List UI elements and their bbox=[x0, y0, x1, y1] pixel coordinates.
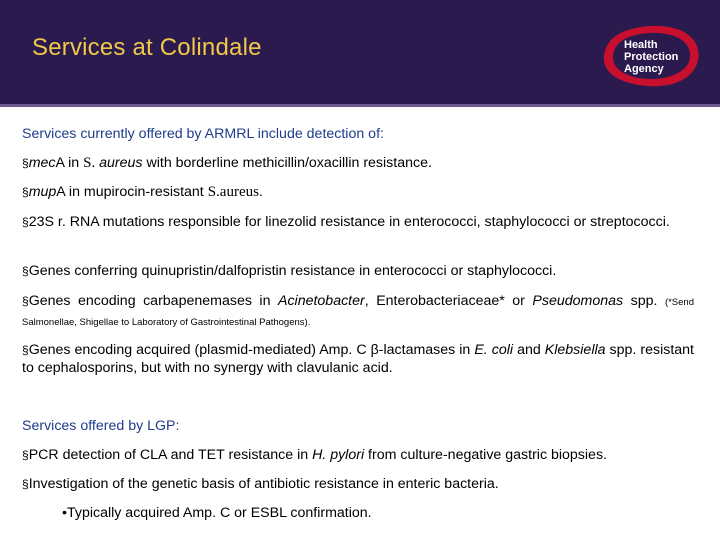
list-item: §Genes encoding carbapenemases in Acinetobacter, Enterobacteriaceae* or Pseudomonas spp. (*Send Salmonellae, Shigellae to Laboratory of Gastrointestinal Pathogens). bbox=[22, 293, 694, 328]
bullet-glyph: § bbox=[22, 264, 29, 278]
bullet-glyph: § bbox=[22, 156, 29, 170]
bullet-glyph: § bbox=[22, 294, 29, 308]
sub-list-item: •Typically acquired Amp. C or ESBL confirmation. bbox=[62, 505, 372, 521]
slide-header bbox=[0, 0, 720, 107]
bullet-glyph: § bbox=[22, 343, 29, 357]
list-item: §PCR detection of CLA and TET resistance in H. pylori from culture-negative gastric biopsies. bbox=[22, 447, 607, 463]
bullet-glyph: § bbox=[22, 215, 29, 229]
list-item: §Genes conferring quinupristin/dalfopristin resistance in enterococci or staphylococci. bbox=[22, 263, 557, 279]
logo-line-1: Health bbox=[624, 39, 658, 51]
sub-bullet-glyph: • bbox=[62, 505, 67, 521]
armrl-heading: Services currently offered by ARMRL include detection of: bbox=[22, 126, 384, 142]
bullet-glyph: § bbox=[22, 477, 29, 491]
page-title: Services at Colindale bbox=[32, 34, 262, 61]
list-item: §mecA in S. aureus with borderline methicillin/oxacillin resistance. bbox=[22, 155, 432, 171]
logo-line-3: Agency bbox=[624, 63, 664, 75]
footnote: (*Send Salmonellae, Shigellae to Laboratory of Gastrointestinal Pathogens). bbox=[22, 297, 694, 328]
bullet-glyph: § bbox=[22, 448, 29, 462]
bullet-glyph: § bbox=[22, 185, 29, 199]
health-protection-agency-logo bbox=[598, 22, 702, 90]
list-item: §mupA in mupirocin-resistant S.aureus. bbox=[22, 184, 263, 200]
list-item: §Investigation of the genetic basis of antibiotic resistance in enteric bacteria. bbox=[22, 476, 499, 492]
logo-line-2: Protection bbox=[624, 51, 679, 63]
list-item: §Genes encoding acquired (plasmid-mediated) Amp. C β-lactamases in E. coli and Klebsiella spp. resistant to cephalosporins, but with no synergy with clavulanic acid. bbox=[22, 342, 694, 376]
lgp-heading: Services offered by LGP: bbox=[22, 418, 180, 434]
list-item: §23S r. RNA mutations responsible for linezolid resistance in enterococci, staphylococci or streptococci. bbox=[22, 214, 670, 230]
